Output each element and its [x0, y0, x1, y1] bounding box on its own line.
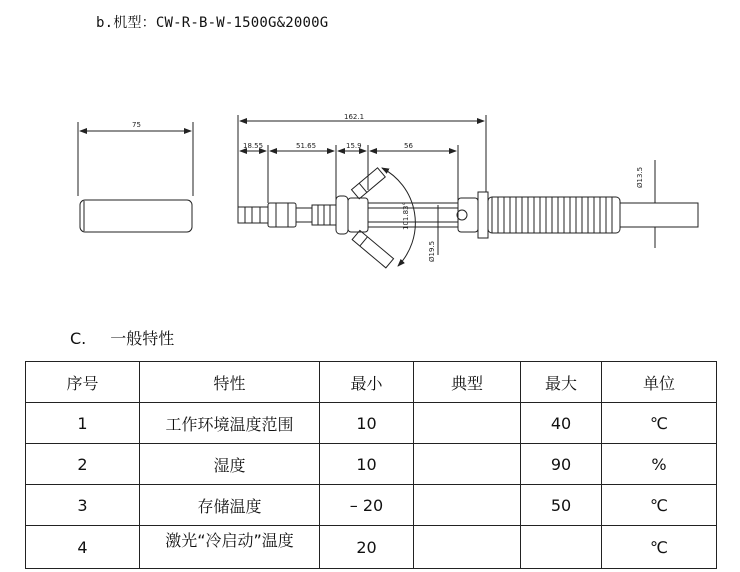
dim-dia-right: Ø13.5 — [636, 166, 644, 188]
cell-unit: ℃ — [602, 485, 717, 526]
cell-max: 50 — [521, 485, 602, 526]
cell-unit: ℃ — [602, 526, 717, 569]
cell-unit: ℃ — [602, 403, 717, 444]
dim-dia-small: Ø19.5 — [428, 240, 436, 262]
table-row — [26, 485, 717, 526]
section-title-text: 一般特性 — [110, 329, 175, 348]
cell-property: 存储温度 — [140, 485, 320, 526]
col-header-min: 最小 — [320, 362, 414, 403]
dim-total: 162.1 — [344, 113, 365, 121]
col-header-index: 序号 — [26, 362, 140, 403]
table-row — [26, 526, 717, 569]
laser-head-assembly — [238, 160, 698, 268]
dim-3: 15.9 — [346, 142, 362, 150]
model-line: b.机型：CW-R-B-W-1500G&2000G — [96, 15, 329, 31]
cell-max: 40 — [521, 403, 602, 444]
dim-angle: 101.83° — [402, 202, 410, 230]
col-header-unit: 单位 — [602, 362, 717, 403]
section-letter: C. — [70, 329, 87, 348]
col-header-typical: 典型 — [414, 362, 521, 403]
cell-min: 20 — [320, 526, 414, 569]
cell-typical — [414, 485, 521, 526]
cell-typical — [414, 403, 521, 444]
table-header-row — [26, 362, 717, 403]
cell-typical — [414, 526, 521, 569]
cell-unit: % — [602, 444, 717, 485]
cell-min: – 20 — [320, 485, 414, 526]
cell-max — [521, 526, 602, 569]
table-row — [26, 403, 717, 444]
cell-min: 10 — [320, 403, 414, 444]
cell-min: 10 — [320, 444, 414, 485]
cell-max: 90 — [521, 444, 602, 485]
dim-1: 18.55 — [243, 142, 264, 150]
cell-index: 2 — [26, 444, 140, 485]
dim-2: 51.65 — [296, 142, 317, 150]
cell-index: 1 — [26, 403, 140, 444]
cell-typical — [414, 444, 521, 485]
cell-property: 湿度 — [140, 444, 320, 485]
cell-index: 4 — [26, 526, 140, 569]
col-header-property: 特性 — [140, 362, 320, 403]
dim-left-length: 75 — [132, 121, 141, 129]
dim-4: 56 — [404, 142, 413, 150]
cell-property: 工作环境温度范围 — [140, 403, 320, 444]
cell-index: 3 — [26, 485, 140, 526]
table-row — [26, 444, 717, 485]
tube-part — [78, 122, 193, 232]
section-title — [70, 326, 174, 349]
characteristics-table — [25, 361, 717, 569]
col-header-max: 最大 — [521, 362, 602, 403]
cell-property: 激光“冷启动”温度 — [140, 526, 320, 569]
